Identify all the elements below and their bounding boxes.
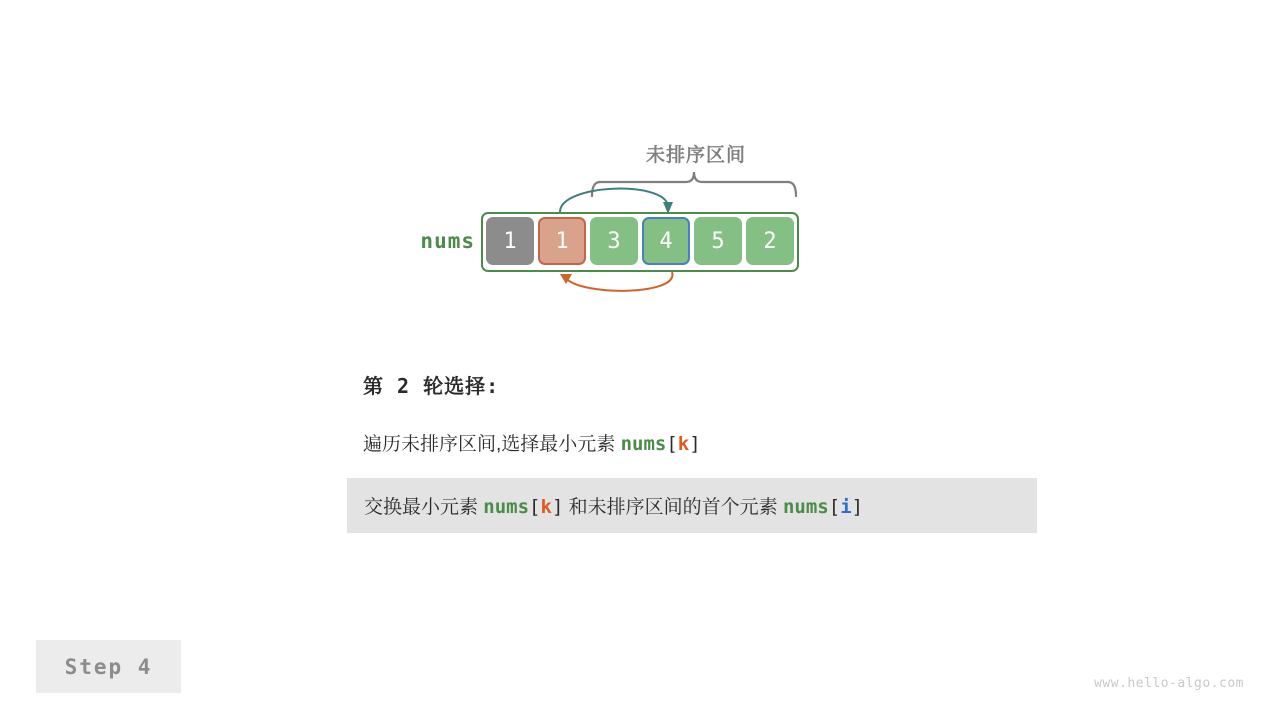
- watermark: www.hello-algo.com: [1094, 676, 1244, 691]
- curly-brace: [592, 172, 796, 196]
- step-badge: Step 4: [36, 640, 181, 693]
- line2-bracket-close-2: ]: [851, 496, 864, 518]
- line2-bracket-close-1: ]: [551, 496, 564, 518]
- line2-index-k: k: [540, 496, 552, 518]
- line1-index-k: k: [677, 433, 690, 455]
- line1-prefix: 遍历未排序区间,选择最小元素: [363, 434, 621, 455]
- unsorted-range-label: 未排序区间: [645, 145, 746, 166]
- array-cell: 3: [590, 217, 638, 265]
- array-name-label: nums: [420, 229, 475, 253]
- description-block: [0, 370, 1280, 533]
- arrow-orange-path: [566, 272, 672, 291]
- array-container: [481, 212, 799, 272]
- arrow-teal-path: [560, 189, 668, 212]
- array-cell: 5: [694, 217, 742, 265]
- array-cell: 2: [746, 217, 794, 265]
- line2-code-nums-1: nums: [483, 496, 530, 518]
- line2-middle: 和未排序区间的首个元素: [563, 497, 783, 518]
- diagram-area: [0, 0, 1280, 330]
- line2-index-i: i: [840, 496, 852, 518]
- line1-code-nums: nums: [620, 433, 667, 455]
- line2-code-nums-2: nums: [782, 496, 829, 518]
- line2-bracket-open-2: [: [828, 496, 841, 518]
- line1-bracket-close: ]: [689, 433, 701, 455]
- instruction-line-1: [363, 429, 1280, 456]
- array-cell: 4: [642, 217, 690, 265]
- line1-bracket-open: [: [666, 433, 678, 455]
- array-cell: 1: [538, 217, 586, 265]
- line2-prefix: 交换最小元素: [364, 497, 484, 518]
- instruction-line-2: [347, 478, 1037, 533]
- diagram-annotations: [0, 0, 1280, 330]
- round-title: 第 2 轮选择:: [363, 374, 500, 398]
- array-cell: 1: [486, 217, 534, 265]
- line2-bracket-open-1: [: [529, 496, 541, 518]
